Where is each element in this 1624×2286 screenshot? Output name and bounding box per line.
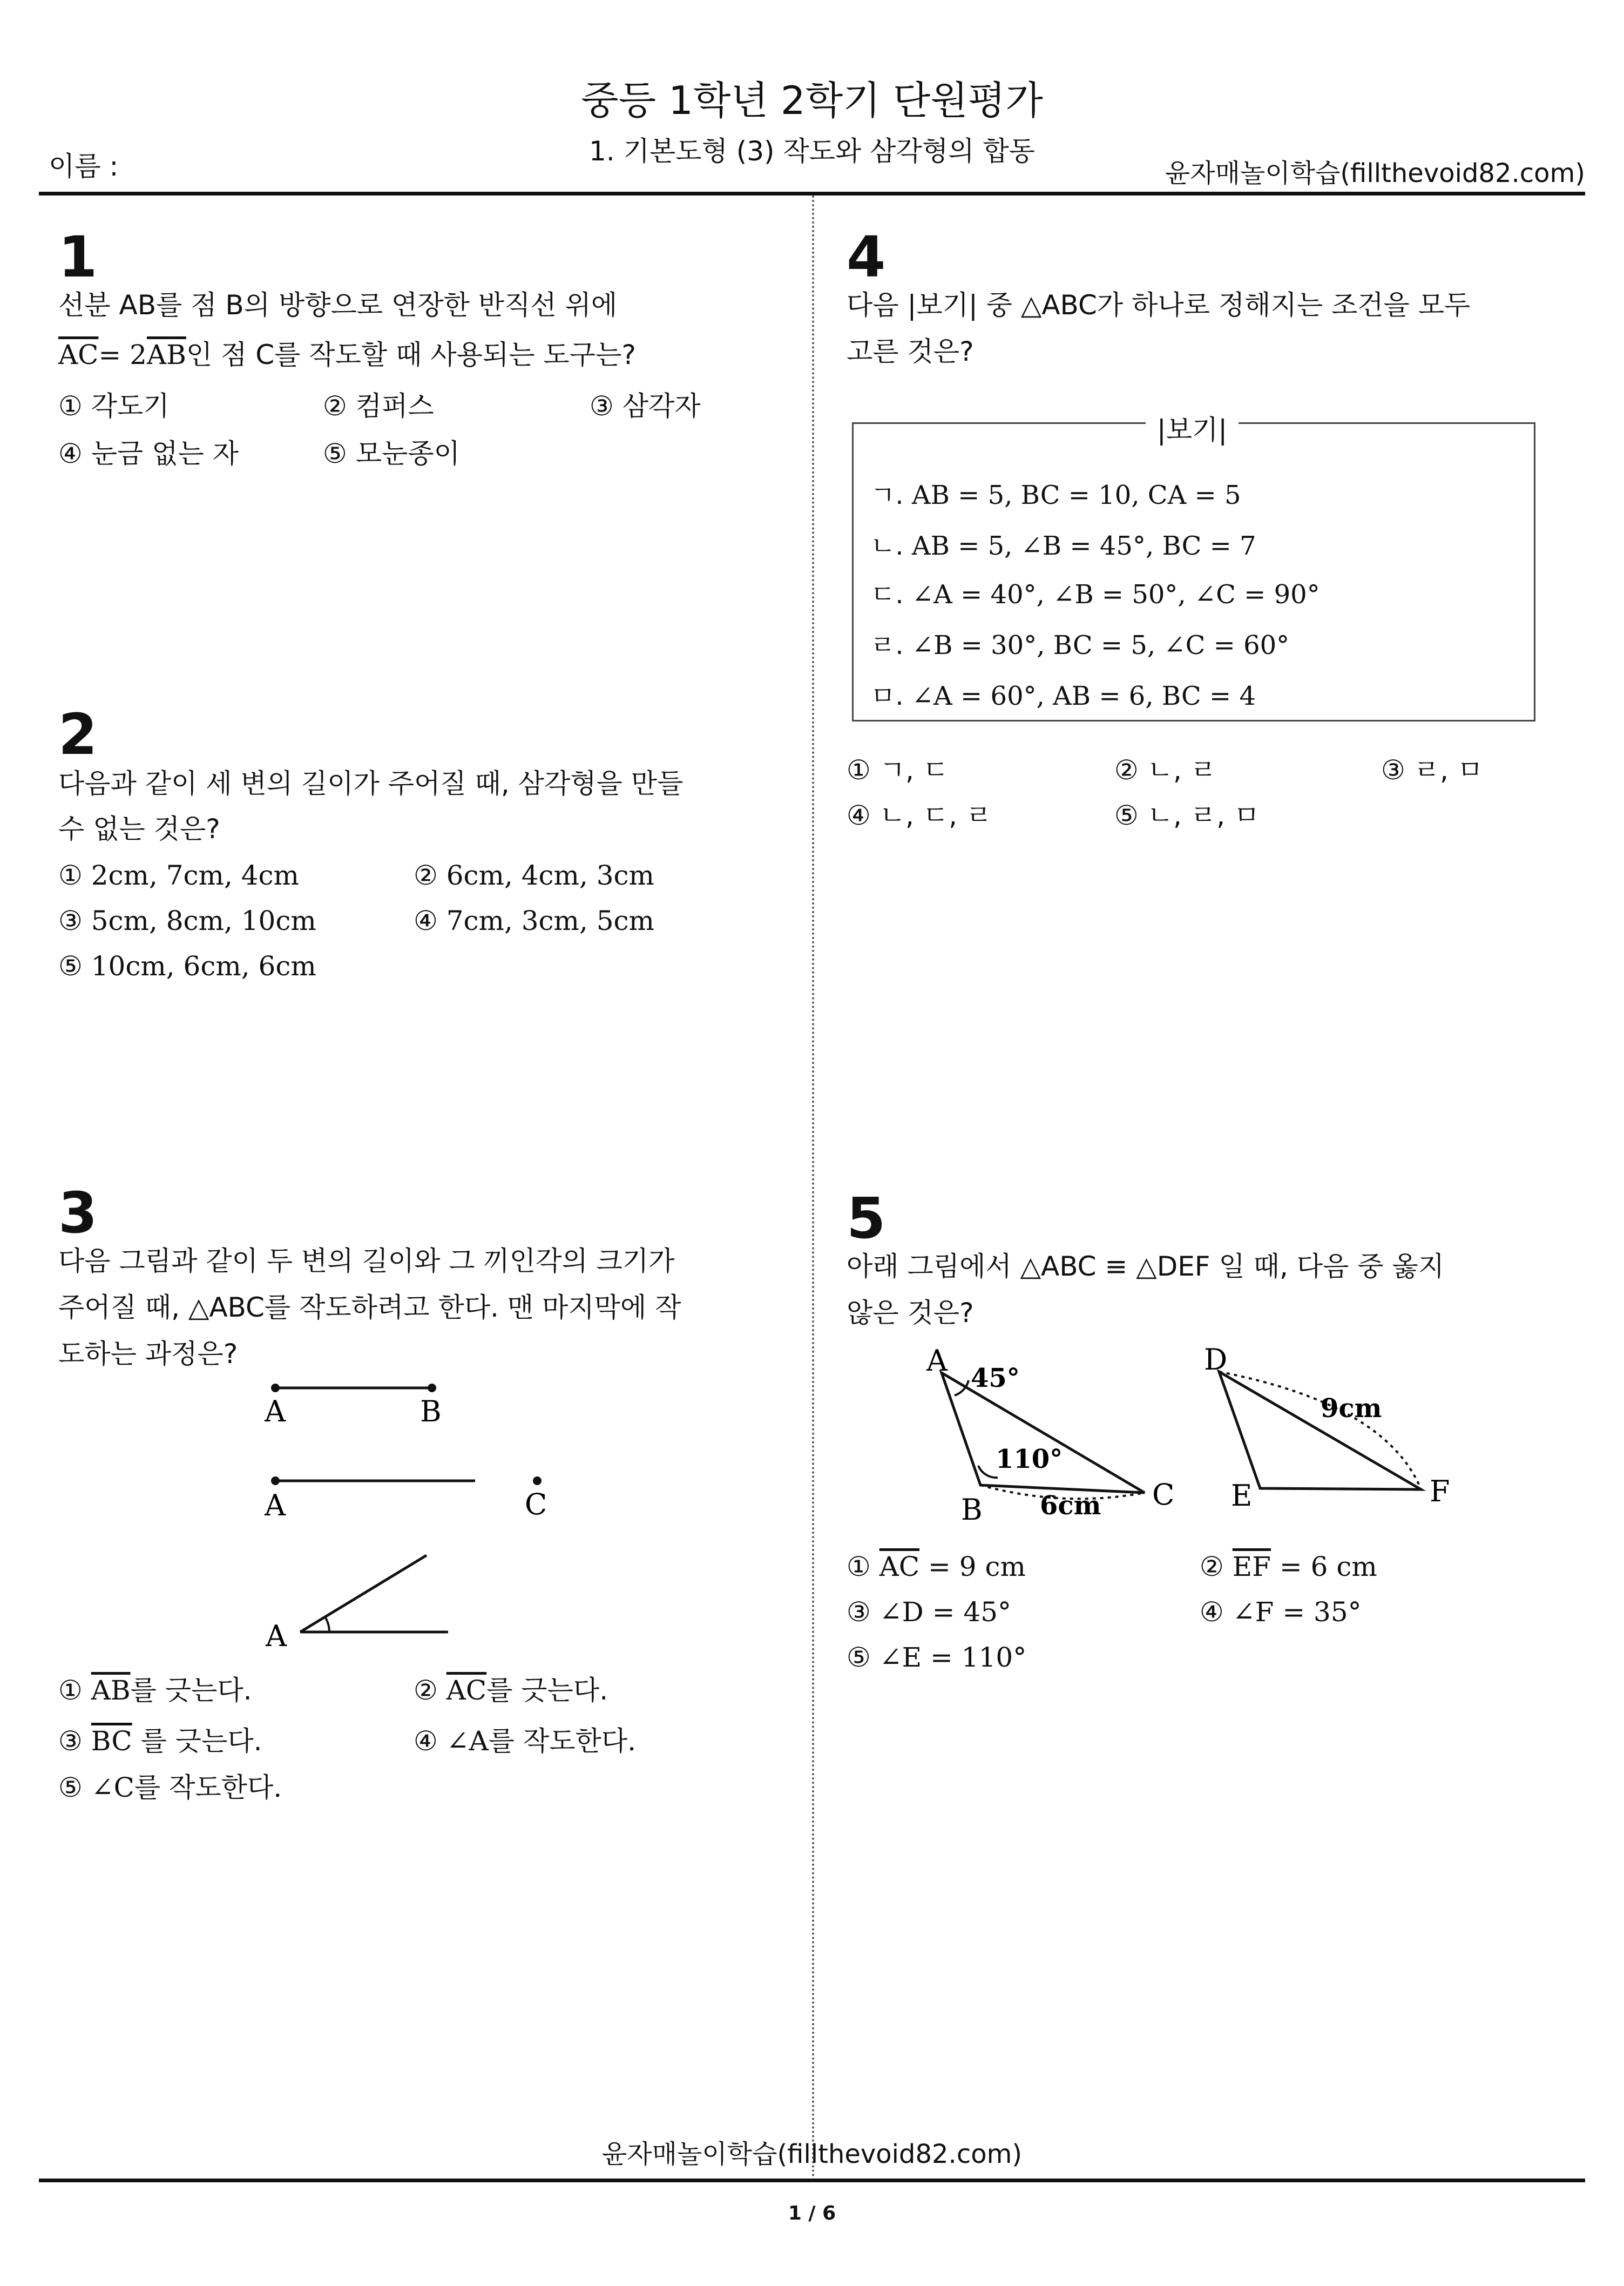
- triangle-abc: [926, 1344, 1174, 1527]
- question-text-line1: 아래 그림에서 △ABC ≡ △DEF 일 때, 다음 중 옳지: [847, 1251, 1445, 1282]
- bogi-item-1: ㄱ. AB = 5, BC = 10, CA = 5: [870, 480, 1241, 510]
- segment-ac: $\overline{AC}$: [58, 339, 99, 370]
- segment-ab: $\overline{AB}$: [146, 339, 186, 370]
- construction-figure: [248, 1372, 475, 1653]
- question-text-line1: 다음 |보기| 중 △ABC가 하나로 정해지는 조건을 모두: [847, 289, 1471, 321]
- segment-ab-figure: [264, 1384, 442, 1428]
- side-df-label: 9cm: [1321, 1393, 1382, 1424]
- congruent-triangles-figure: [907, 1339, 1512, 1534]
- option-3[interactable]: ③ 삼각자: [590, 390, 701, 422]
- option-5[interactable]: ⑤ 10cm, 6cm, 6cm: [58, 950, 316, 982]
- angle-b-label: 110°: [996, 1444, 1063, 1474]
- bogi-item-4: ㄹ. ∠B = 30°, BC = 5, ∠C = 60°: [870, 630, 1290, 660]
- question-text-line3: 도하는 과정은?: [58, 1338, 238, 1370]
- question-text-line1: 다음 그림과 같이 두 변의 길이와 그 끼인각의 크기가: [58, 1245, 675, 1277]
- page-subtitle: 1. 기본도형 (3) 작도와 삼각형의 합동: [589, 136, 1035, 167]
- segment-ac-figure: [264, 1476, 475, 1522]
- option-4[interactable]: ④ 7cm, 3cm, 5cm: [414, 905, 654, 936]
- option-1[interactable]: ① 2cm, 7cm, 4cm: [58, 860, 299, 891]
- option-5[interactable]: ⑤ ∠E = 110°: [847, 1642, 1027, 1673]
- point-label-a: A: [265, 1394, 286, 1428]
- bogi-item-2: ㄴ. AB = 5, ∠B = 45°, BC = 7: [870, 531, 1256, 561]
- option-2[interactable]: ② ㄴ, ㄹ: [1114, 754, 1217, 786]
- side-bc-label: 6cm: [1040, 1491, 1101, 1521]
- question-text-line2: 않은 것은?: [847, 1297, 974, 1329]
- option-5[interactable]: ⑤ 모눈종이: [323, 438, 460, 469]
- option-2[interactable]: ② 6cm, 4cm, 3cm: [414, 860, 654, 891]
- vertex-e: E: [1231, 1479, 1253, 1513]
- footer-rule: [39, 2179, 1585, 2182]
- question-text-line1: 선분 AB를 점 B의 방향으로 연장한 반직선 위에: [58, 289, 618, 321]
- equals-two: = 2: [98, 339, 147, 370]
- option-4[interactable]: ④ ∠A를 작도한다.: [414, 1725, 637, 1757]
- triangle-def: [1204, 1343, 1450, 1513]
- option-4[interactable]: ④ 눈금 없는 자: [58, 438, 239, 469]
- vertex-d: D: [1204, 1343, 1228, 1377]
- bogi-item-3: ㄷ. ∠A = 40°, ∠B = 50°, ∠C = 90°: [870, 579, 1320, 610]
- option-1[interactable]: ① ㄱ, ㄷ: [847, 754, 949, 786]
- angle-a-label: 45°: [971, 1363, 1020, 1393]
- option-5[interactable]: ⑤ ∠C를 작도한다.: [58, 1772, 282, 1803]
- question-text-rest: 인 점 C를 작도할 때 사용되는 도구는?: [186, 339, 636, 370]
- question-text-line2: 주어질 때, △ABC를 작도하려고 한다. 맨 마지막에 작: [58, 1292, 681, 1323]
- site-credit-top: 윤자매놀이학습(fillthevoid82.com): [1165, 158, 1585, 188]
- vertex-label-a: A: [266, 1619, 287, 1653]
- site-credit-bottom: 윤자매놀이학습(fillthevoid82.com): [601, 2139, 1023, 2169]
- page-number: 1 / 6: [788, 2202, 836, 2224]
- question-number: 4: [847, 224, 886, 290]
- vertex-a: A: [926, 1344, 948, 1378]
- option-4[interactable]: ④ ∠F = 35°: [1200, 1596, 1362, 1628]
- bogi-item-5: ㅁ. ∠A = 60°, AB = 6, BC = 4: [870, 681, 1256, 711]
- question-text-line1: 다음과 같이 세 변의 길이가 주어질 때, 삼각형을 만들: [58, 768, 684, 799]
- option-1[interactable]: ① 각도기: [58, 390, 170, 422]
- bogi-title: |보기|: [1146, 408, 1239, 447]
- point-label-a: A: [265, 1488, 286, 1522]
- name-label: 이름 :: [49, 151, 119, 182]
- option-1[interactable]: ① $\overline{AC} = 9$ cm: [847, 1551, 1026, 1582]
- vertex-f: F: [1430, 1474, 1450, 1508]
- option-1[interactable]: ① $\overline{AB}$를 긋는다.: [58, 1675, 252, 1706]
- option-5[interactable]: ⑤ ㄴ, ㄹ, ㅁ: [1114, 800, 1260, 831]
- option-4[interactable]: ④ ㄴ, ㄷ, ㄹ: [847, 800, 992, 831]
- question-number: 2: [58, 702, 98, 767]
- point-label-c: C: [525, 1487, 547, 1518]
- option-3[interactable]: ③ ㄹ, ㅁ: [1381, 754, 1484, 786]
- question-text-line2: 고른 것은?: [847, 336, 974, 367]
- option-3[interactable]: ③ $\overline{BC}$ 를 긋는다.: [58, 1725, 262, 1757]
- option-2[interactable]: ② 컴퍼스: [323, 390, 434, 422]
- question-text-line2: [58, 331, 636, 379]
- vertex-c: C: [1152, 1478, 1175, 1512]
- vertex-b: B: [961, 1493, 983, 1527]
- point-label-b: B: [420, 1394, 442, 1428]
- point-c-dot: [532, 1476, 543, 1487]
- option-2[interactable]: ② $\overline{EF} = 6$ cm: [1200, 1551, 1377, 1582]
- question-number: 5: [847, 1185, 886, 1251]
- question-number: 1: [58, 224, 98, 290]
- angle-a-figure: [265, 1555, 448, 1653]
- option-3[interactable]: ③ ∠D = 45°: [847, 1596, 1012, 1628]
- question-text-line2: 수 없는 것은?: [58, 813, 220, 845]
- option-2[interactable]: ② $\overline{AC}$를 긋는다.: [414, 1675, 608, 1706]
- column-divider: [812, 195, 814, 2179]
- page-title: 중등 1학년 2학기 단원평가: [581, 78, 1043, 123]
- header-rule: [39, 192, 1585, 195]
- option-3[interactable]: ③ 5cm, 8cm, 10cm: [58, 905, 316, 936]
- question-number: 3: [58, 1180, 98, 1246]
